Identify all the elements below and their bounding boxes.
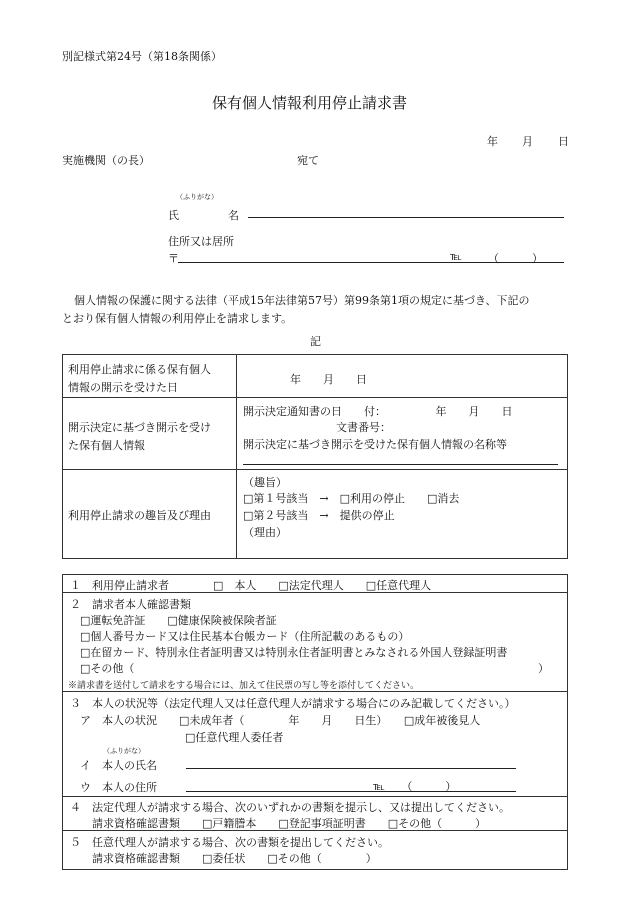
section-3-tel: ℡ （ ） [373,780,457,793]
row1-label-2: 情報の開示を受けた日 [68,381,178,394]
row3-option-1[interactable]: □第１号該当 → □利用の停止 □消去 [243,492,460,505]
row3-intent: （趣旨） [243,476,287,489]
form-label: 別記様式第24号（第18条関係） [62,50,222,63]
section-2-option-a[interactable]: □運転免許証 □健康保険被保険者証 [80,614,277,627]
row1-label-1: 利用停止請求に係る保有個人 [68,363,211,376]
section-3-status-2[interactable]: □任意代理人委任者 [185,731,284,744]
section-2-option-d-end: ） [538,662,549,675]
tel-label: ℡ [450,250,462,263]
body-text-1: 個人情報の保護に関する法律（平成15年法律第57号）第99条第1項の規定に基づき、下記の [74,294,530,307]
page-title: 保有個人情報利用停止請求書 [212,94,408,112]
furigana-label: （ふりがな） [176,193,218,201]
row2-label-2: た保有個人情報 [68,439,145,452]
section-2-option-b[interactable]: □個人番号カード又は住民基本台帳カード（住所記載のあるもの） [80,630,410,643]
section-2-title: ２ 請求者本人確認書類 [70,598,191,611]
date-year: 年 [487,135,498,148]
section-2-option-d[interactable]: □その他（ [80,662,135,675]
section-3-furigana: （ふりがな） [103,747,145,755]
section-5-title: ５ 任意代理人が請求する場合、次の書類を提出してください。 [70,836,389,849]
row3-label: 利用停止請求の趣旨及び理由 [68,509,211,522]
section-2-option-c[interactable]: □在留カード、特別永住者証明書又は特別永住者証明書とみなされる外国人登録証明書 [80,646,508,659]
row1-value[interactable]: 年 月 日 [290,373,367,386]
table-row-divider [62,397,567,398]
section-2-note: ※請求書を送付して請求をする場合には、加えて住民票の写し等を添付してください。 [68,681,420,691]
section-3-title: ３ 本人の状況等（法定代理人又は任意代理人が請求する場合にのみ記載してください。） [70,697,516,710]
principal-name-field[interactable] [186,768,516,769]
table-row-divider [62,469,567,470]
section-3-status[interactable]: ア 本人の状況 □未成年者（ 年 月 日生） □成年被後見人 [80,714,481,727]
row2-notice-date[interactable]: 開示決定通知書の日 付： 年 月 日 [243,405,513,418]
row2-label-1: 開示決定に基づき開示を受け [68,421,211,434]
date-month: 月 [522,135,533,148]
section-4-options[interactable]: 請求資格確認書類 □戸籍謄本 □登記事項証明書 □その他（ ） [92,817,487,830]
addressee-suffix: 宛て [297,154,319,167]
name-label-2: 名 [228,209,239,222]
row2-info-field[interactable] [243,464,558,465]
section-3-name-label: イ 本人の氏名 [80,759,157,772]
section-3-address-label: ウ 本人の住所 [80,781,157,794]
date-day: 日 [558,135,569,148]
section-1[interactable]: １ 利用停止請求者 □ 本人 □法定代理人 □任意代理人 [70,579,432,592]
addressee-org: 実施機関（の長） [62,154,150,167]
body-text-2: とおり保有個人情報の利用停止を請求します。 [62,312,293,325]
row3-reason: （理由） [243,526,287,539]
table-row-divider [62,796,567,797]
principal-address-field[interactable] [186,791,516,792]
name-label-1: 氏 [168,209,179,222]
name-field[interactable] [248,217,564,218]
tel-paren: （ ） [488,252,543,265]
ki-label: 記 [310,335,321,348]
section-4-title: ４ 法定代理人が請求する場合、次のいずれかの書類を提示し、又は提出してください。 [70,801,510,814]
table-divider [236,354,237,558]
row3-option-2[interactable]: □第２号該当 → 提供の停止 [243,509,395,522]
row2-docnum[interactable]: 文書番号： [336,421,391,434]
section-5-options[interactable]: 請求資格確認書類 □委任状 □その他（ ） [92,852,377,865]
row2-info-name: 開示決定に基づき開示を受けた保有個人情報の名称等 [243,438,507,451]
address-label: 住所又は居所 [168,235,234,248]
table-row-divider [62,691,567,692]
postal-mark: 〒 [168,252,179,265]
